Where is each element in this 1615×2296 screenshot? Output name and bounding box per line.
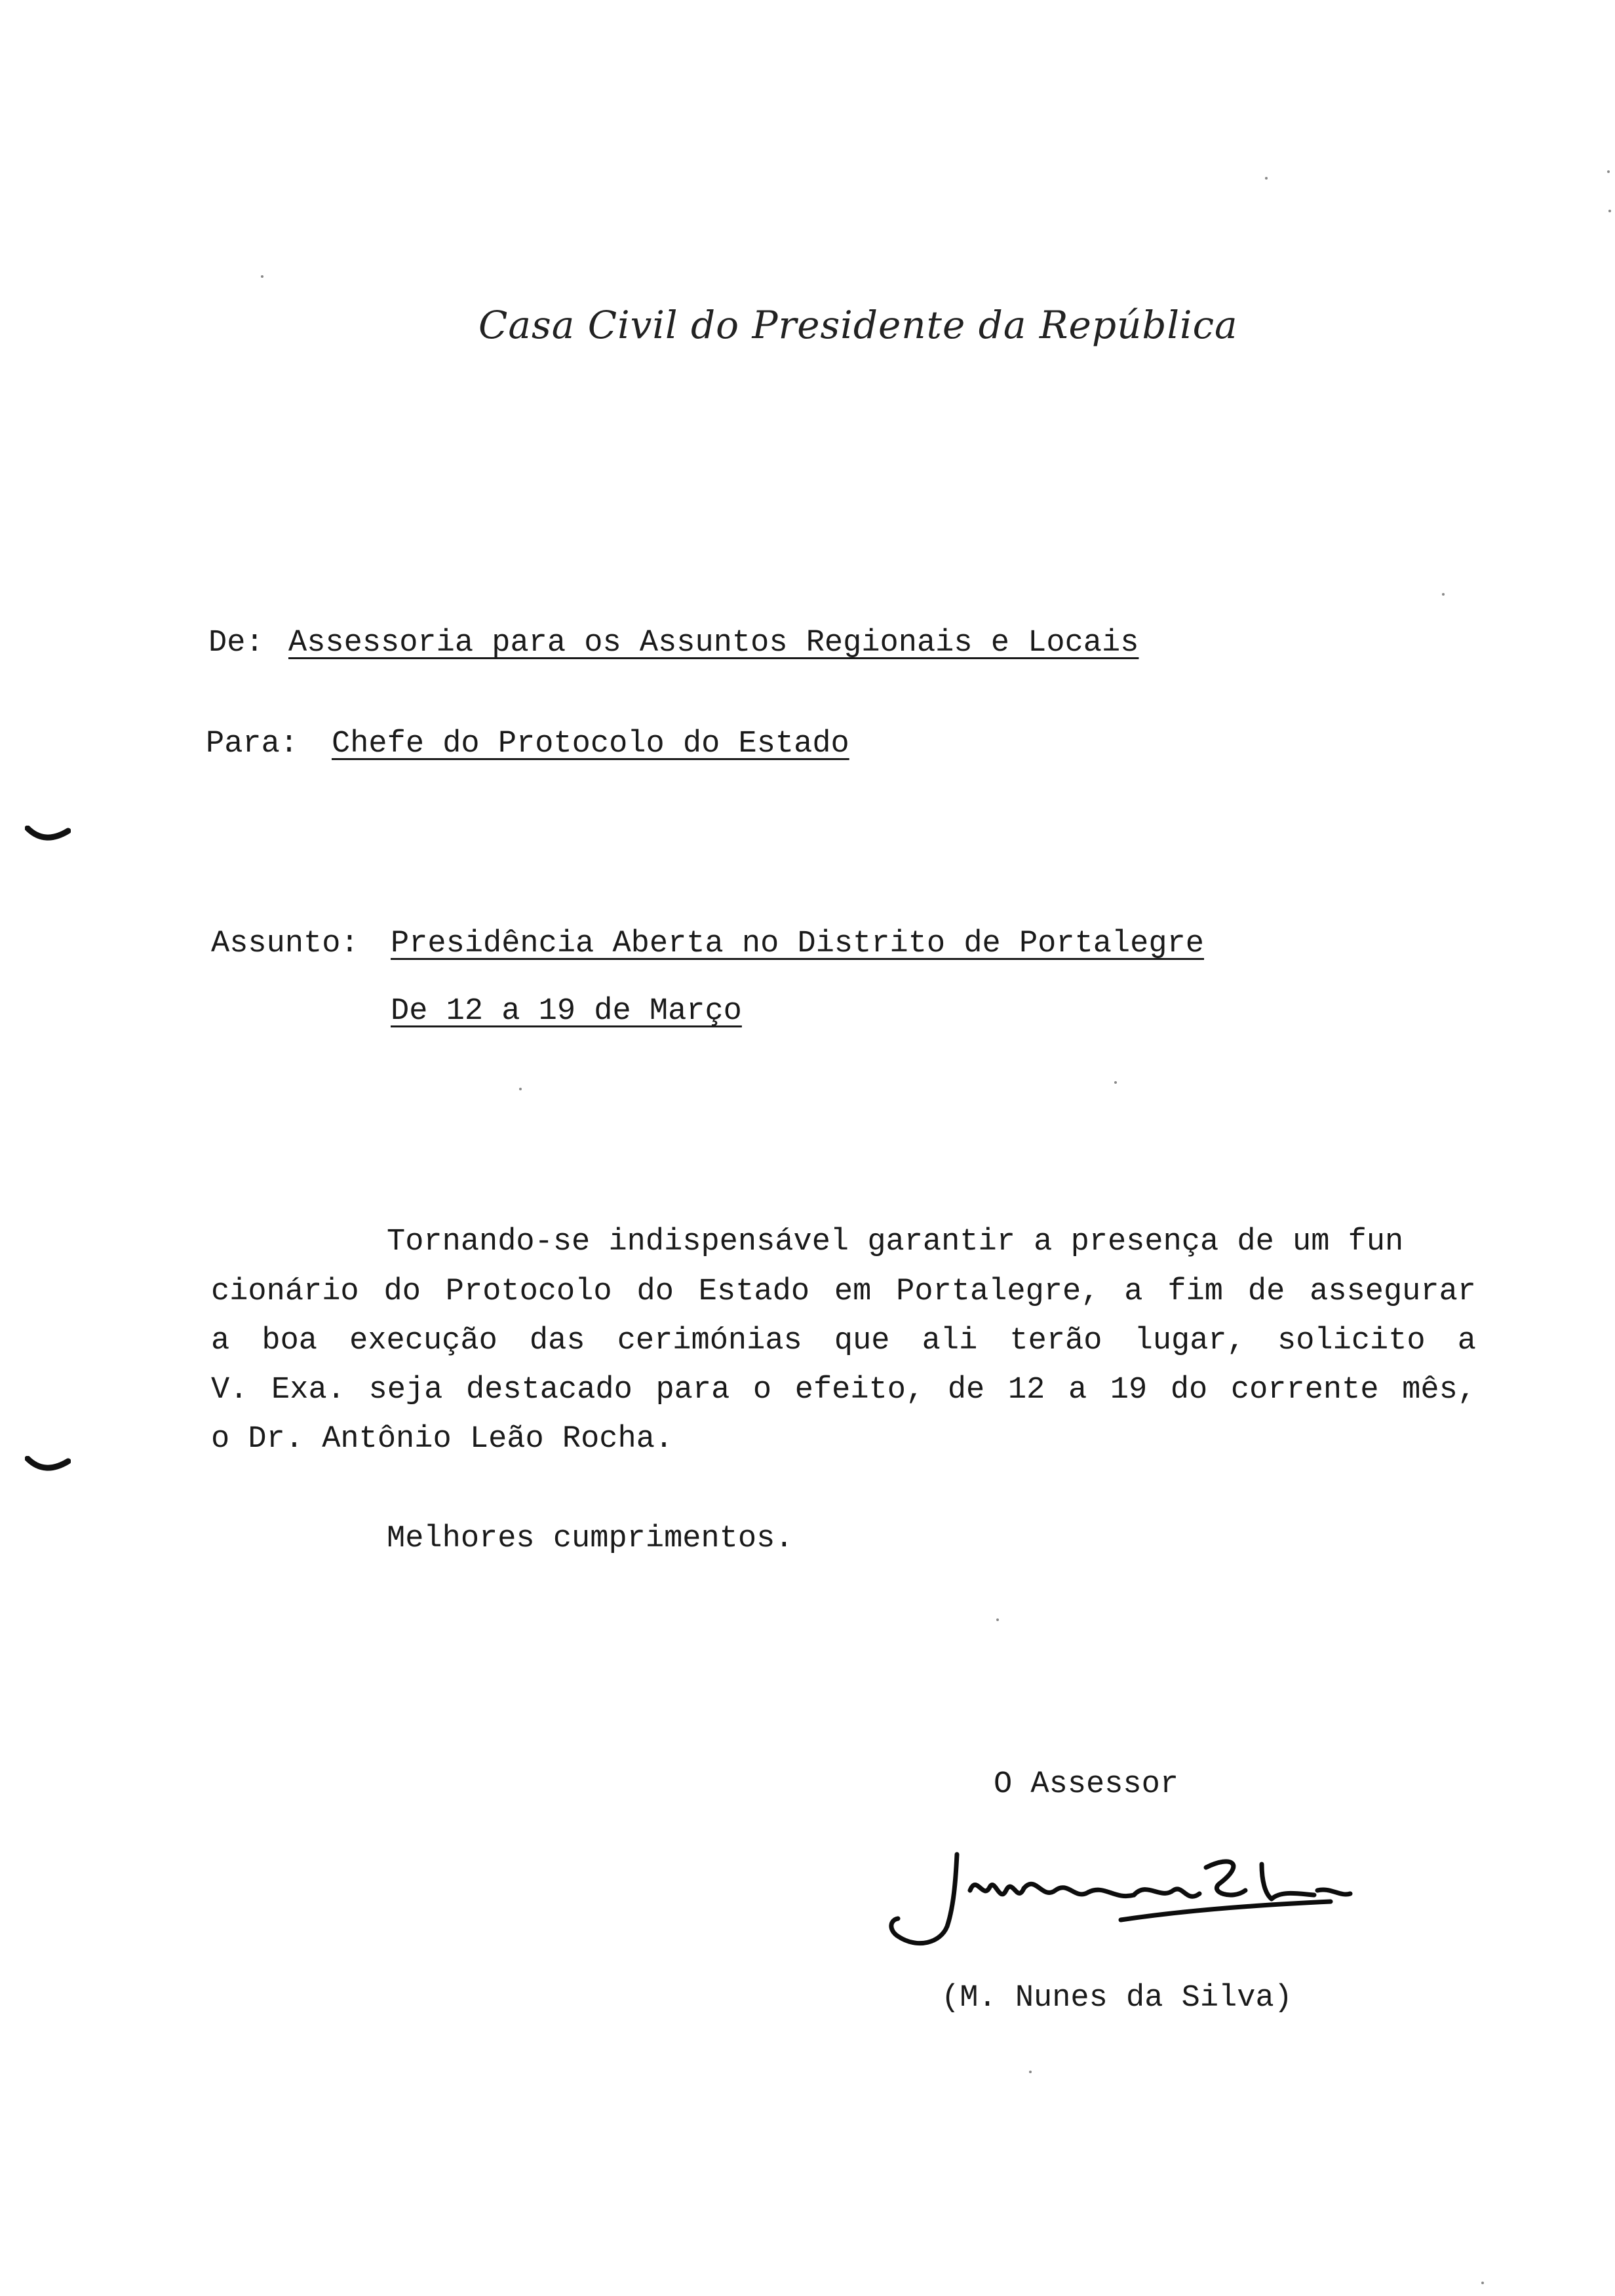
scan-speck [1608,210,1611,212]
letterhead: Casa Civil do Presidente da República [478,303,1238,347]
from-value: Assessoria para os Assuntos Regionais e Locais [288,626,1139,660]
signatory-title: O Assessor [994,1767,1179,1802]
body-line-5: o Dr. Antônio Leão Rocha. [211,1422,674,1457]
scan-speck [1029,2071,1032,2073]
scan-speck [261,275,263,278]
body-line-4: V. Exa. seja destacado para o efeito, de 12 a 19 do corrente mês, [211,1373,1476,1407]
to-label: Para: [206,727,299,761]
scan-speck [519,1088,522,1090]
handwritten-signature [878,1828,1376,1959]
body-line-3: a boa execução das cerimónias que ali terão lugar, solicito a [211,1324,1476,1358]
scan-speck [1114,1081,1117,1084]
scan-speck [1607,170,1610,173]
scan-speck [1481,2282,1484,2284]
scan-speck [996,1618,999,1621]
signatory-name: (M. Nunes da Silva) [941,1981,1293,2016]
punch-hole-mark-lower [25,1456,71,1474]
punch-hole-mark-upper [25,826,71,844]
to-value: Chefe do Protocolo do Estado [332,727,849,761]
subject-line-1: Presidência Aberta no Distrito de Portalegre [391,927,1205,961]
from-label: De: [208,626,264,660]
scan-speck [1265,177,1268,180]
subject-line-2: De 12 a 19 de Março [391,994,742,1029]
scan-speck [1442,593,1445,596]
closing-text: Melhores cumprimentos. [387,1521,794,1556]
subject-label: Assunto: [211,927,359,961]
body-line-1: Tornando-se indispensável garantir a presença de um fun [387,1225,1404,1259]
body-line-2: cionário do Protocolo do Estado em Portalegre, a fim de assegurar [211,1274,1476,1309]
